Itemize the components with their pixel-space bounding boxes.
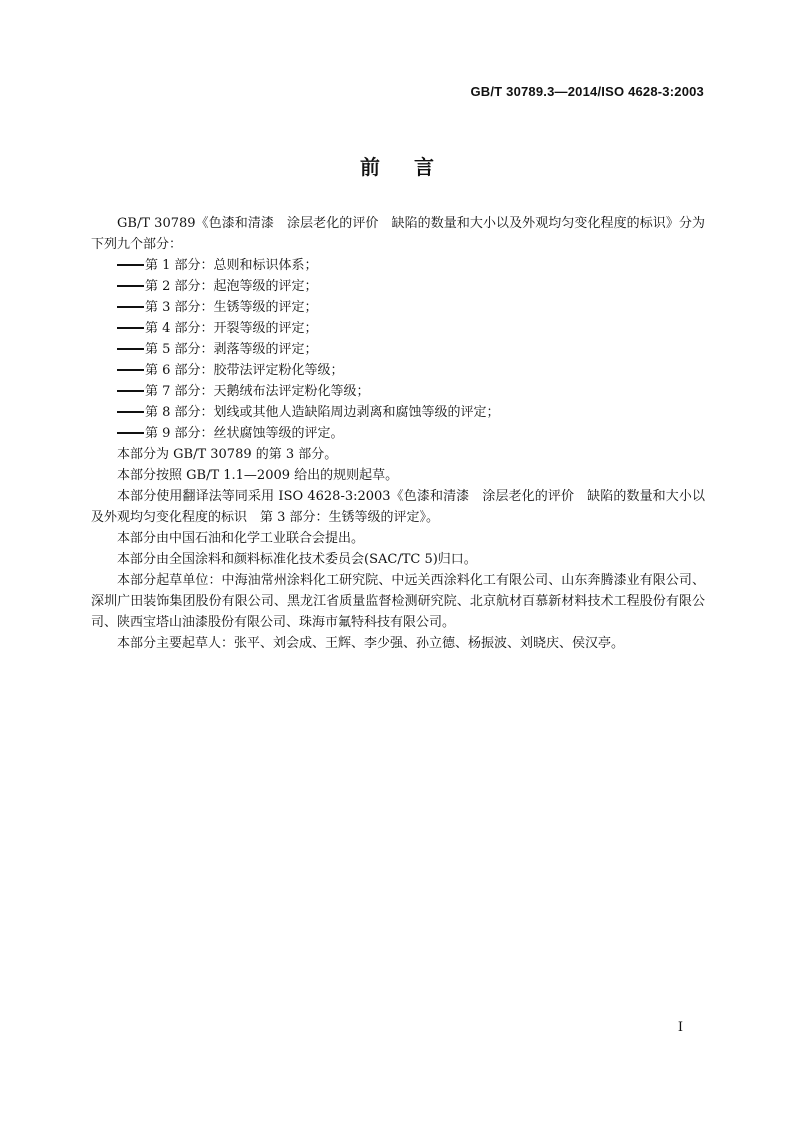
parts-list (91, 255, 705, 444)
em-dash-marker (117, 432, 144, 434)
adoption-paragraph: 本部分使用翻译法等同采用 ISO 4628-3:2003《色漆和清漆 涂层老化的评价 缺陷的数量和大小以及外观均匀变化程度的标识 第 3 部分：生锈等级的评定》。 (91, 489, 705, 525)
em-dash-marker (117, 390, 144, 392)
list-item (91, 360, 705, 381)
list-item (91, 255, 705, 276)
part-text: 第 2 部分：起泡等级的评定； (145, 279, 318, 294)
part-text: 第 3 部分：生锈等级的评定； (145, 300, 318, 315)
part-number-paragraph: 本部分为 GB/T 30789 的第 3 部分。 (117, 447, 338, 462)
proposer-paragraph: 本部分由中国石油和化学工业联合会提出。 (117, 531, 365, 546)
list-item (91, 402, 705, 423)
intro-paragraph: GB/T 30789《色漆和清漆 涂层老化的评价 缺陷的数量和大小以及外观均匀变化程度的标识》分为下列九个部分： (91, 216, 705, 252)
page-title: 前言 (360, 155, 468, 179)
list-item (91, 381, 705, 402)
em-dash-marker (117, 264, 144, 266)
drafters-paragraph: 本部分主要起草人：张平、刘会成、王辉、李少强、孙立德、杨振波、刘晓庆、侯汉亭。 (117, 636, 625, 651)
part-text: 第 1 部分：总则和标识体系； (145, 258, 318, 273)
part-text: 第 8 部分：划线或其他人造缺陷周边剥离和腐蚀等级的评定； (145, 405, 500, 420)
part-text: 第 9 部分：丝状腐蚀等级的评定。 (145, 426, 344, 441)
em-dash-marker (117, 306, 144, 308)
list-item (91, 318, 705, 339)
em-dash-marker (117, 327, 144, 329)
em-dash-marker (117, 411, 144, 413)
drafting-units-paragraph: 本部分起草单位：中海油常州涂料化工研究院、中远关西涂料化工有限公司、山东奔腾漆业有限公司、深圳广田装饰集团股份有限公司、黑龙江省质量监督检测研究院、北京航材百慕新材料技术工程股份有限公司、陕西宝塔山油漆股份有限公司、珠海市氟特科技有限公司。 (91, 573, 705, 630)
page-number: I (677, 1020, 683, 1035)
drafting-rules-paragraph: 本部分按照 GB/T 1.1—2009 给出的规则起草。 (117, 468, 399, 483)
part-text: 第 4 部分：开裂等级的评定； (145, 321, 318, 336)
list-item (91, 339, 705, 360)
technical-committee-paragraph: 本部分由全国涂料和颜料标准化技术委员会(SAC/TC 5)归口。 (117, 552, 477, 567)
part-text: 第 7 部分：天鹅绒布法评定粉化等级； (145, 384, 370, 399)
em-dash-marker (117, 369, 144, 371)
list-item (91, 297, 705, 318)
list-item (91, 276, 705, 297)
standard-code-header: GB/T 30789.3—2014/ISO 4628-3:2003 (470, 84, 704, 99)
em-dash-marker (117, 348, 144, 350)
foreword-body (91, 213, 705, 654)
part-text: 第 5 部分：剥落等级的评定； (145, 342, 318, 357)
part-text: 第 6 部分：胶带法评定粉化等级； (145, 363, 344, 378)
em-dash-marker (117, 285, 144, 287)
list-item (91, 423, 705, 444)
